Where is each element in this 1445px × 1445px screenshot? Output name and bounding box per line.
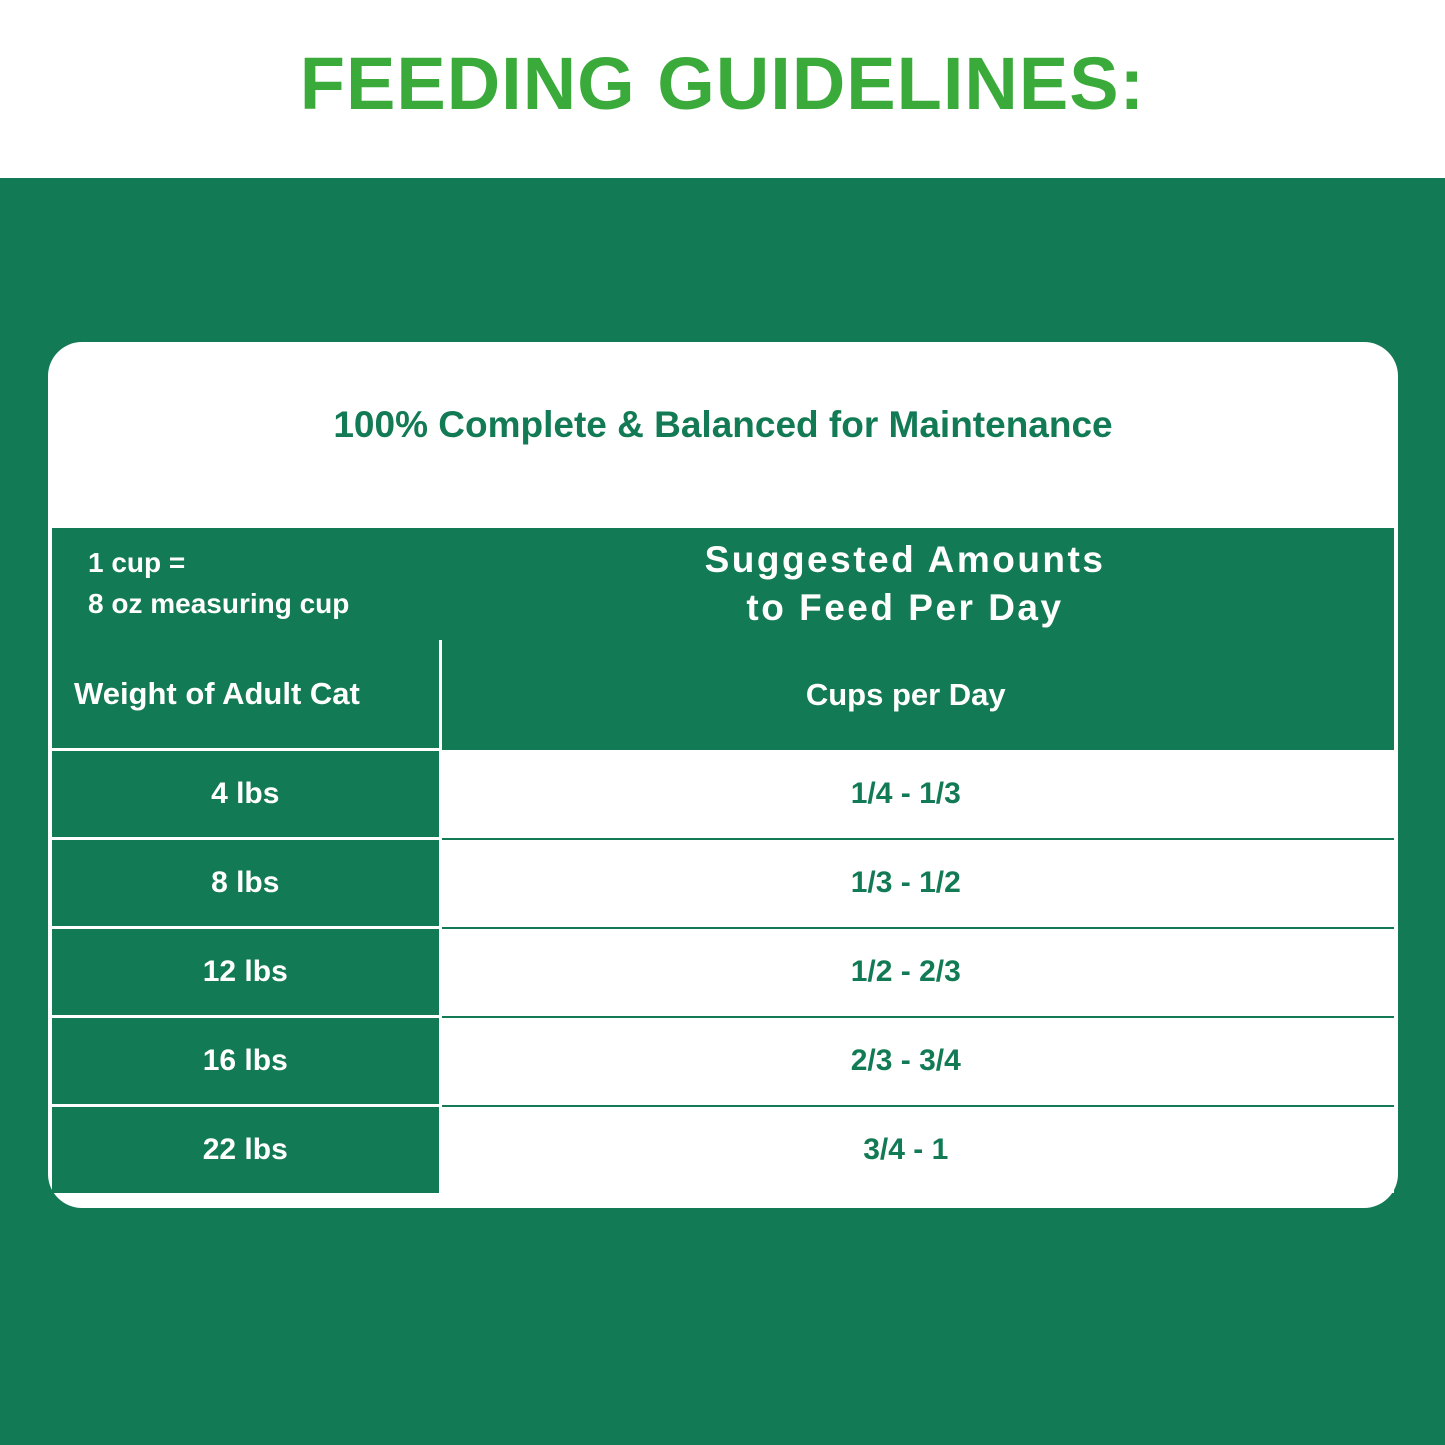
row-weight: 4 lbs: [52, 750, 440, 839]
row-weight: 22 lbs: [52, 1106, 440, 1194]
suggested-line-2: to Feed Per Day: [746, 587, 1064, 628]
feeding-table: [52, 528, 1394, 1193]
row-cups: 3/4 - 1: [440, 1106, 1394, 1194]
suggested-line-1: Suggested Amounts: [704, 538, 1106, 580]
card-heading: 100% Complete & Balanced for Maintenance: [333, 404, 1113, 445]
row-weight: 16 lbs: [52, 1017, 440, 1106]
table-row: [52, 1017, 1394, 1106]
header-band: [0, 0, 1445, 178]
feeding-card: [48, 342, 1398, 1208]
cups-column-header-cell: [440, 640, 1394, 750]
table-row: [52, 750, 1394, 839]
suggested-amounts-cell: [440, 528, 1394, 640]
row-cups: 2/3 - 3/4: [440, 1017, 1394, 1106]
page-title: FEEDING GUIDELINES:: [299, 42, 1146, 125]
row-weight: 12 lbs: [52, 928, 440, 1017]
table-subheader-row: [52, 640, 1394, 750]
weight-column-header-cell: [52, 640, 440, 750]
unit-note-cell: [52, 528, 440, 640]
table-row: [52, 839, 1394, 928]
row-cups: 1/4 - 1/3: [440, 750, 1394, 839]
table-row: [52, 1106, 1394, 1194]
row-cups: 1/3 - 1/2: [440, 839, 1394, 928]
row-weight: 8 lbs: [52, 839, 440, 928]
table-header-row: [52, 528, 1394, 640]
table-row: [52, 928, 1394, 1017]
feeding-table-container: [52, 528, 1394, 1193]
row-cups: 1/2 - 2/3: [440, 928, 1394, 1017]
weight-column-header: Weight of Adult Cat: [74, 676, 360, 711]
unit-note-line-1: 1 cup =: [88, 547, 186, 579]
unit-note-line-2: 8 oz measuring cup: [88, 588, 350, 619]
cups-column-header: Cups per Day: [805, 676, 1006, 712]
